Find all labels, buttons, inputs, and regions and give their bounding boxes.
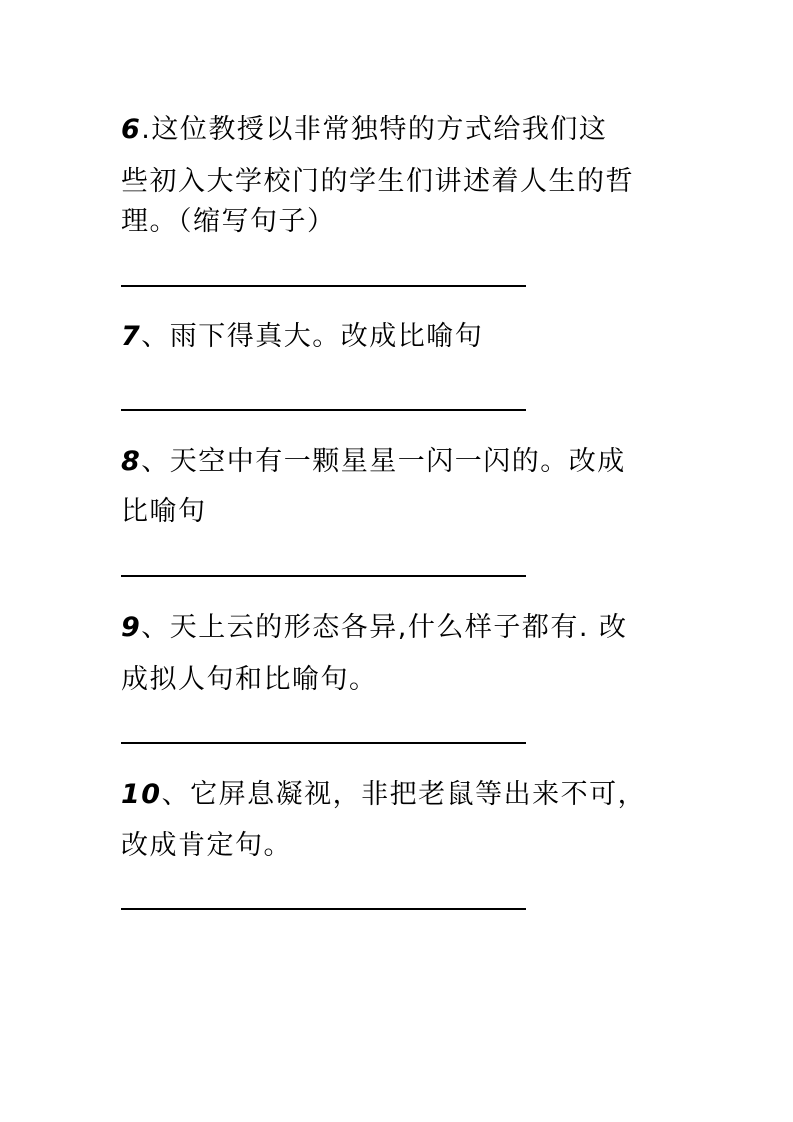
answer-line-7[interactable] [121,409,526,411]
question-number: 10 [121,779,162,810]
question-text: 这位教授以非常独特的方式给我们这 [151,114,608,145]
question-text: 比喻句 [121,496,207,527]
question-text: 雨下得真大。改成比喻句 [169,321,484,352]
question-8-line-1 [121,444,626,480]
question-text: 天空中有一颗星星一闪一闪的。改成 [169,446,626,477]
question-8-line-2 [121,494,207,530]
answer-line-6[interactable] [121,285,526,287]
question-text: 改成肯定句。 [121,830,292,861]
question-number: 8 [121,446,142,477]
question-text: 天上云的形态各异,什么样子都有. 改 [169,612,628,643]
answer-line-8[interactable] [121,575,526,577]
question-text: 些初入大学校门的学生们讲述着人生的哲 [121,166,634,197]
question-separator: 、 [141,446,170,477]
question-9-line-2 [121,662,378,698]
question-text: 它屏息凝视，非把老鼠等出来不可， [190,779,647,810]
question-text: 成拟人句和比喻句。 [121,664,378,695]
answer-line-9[interactable] [121,742,526,744]
answer-line-10[interactable] [121,908,526,910]
question-number: 6 [121,114,142,145]
question-6-line-2 [121,164,634,200]
question-separator: 、 [161,779,191,810]
question-separator: 、 [141,321,170,352]
question-9-line-1 [121,610,628,646]
question-10-line-1 [121,777,646,813]
question-separator: . [141,114,152,145]
question-number: 7 [121,321,142,352]
question-6-line-1 [121,112,607,148]
question-10-line-2 [121,828,292,864]
question-separator: 、 [141,612,170,643]
question-7-line-1 [121,319,483,355]
question-text: 理。（缩写句子） [121,206,336,237]
question-6-line-3 [121,204,336,240]
question-number: 9 [121,612,142,643]
